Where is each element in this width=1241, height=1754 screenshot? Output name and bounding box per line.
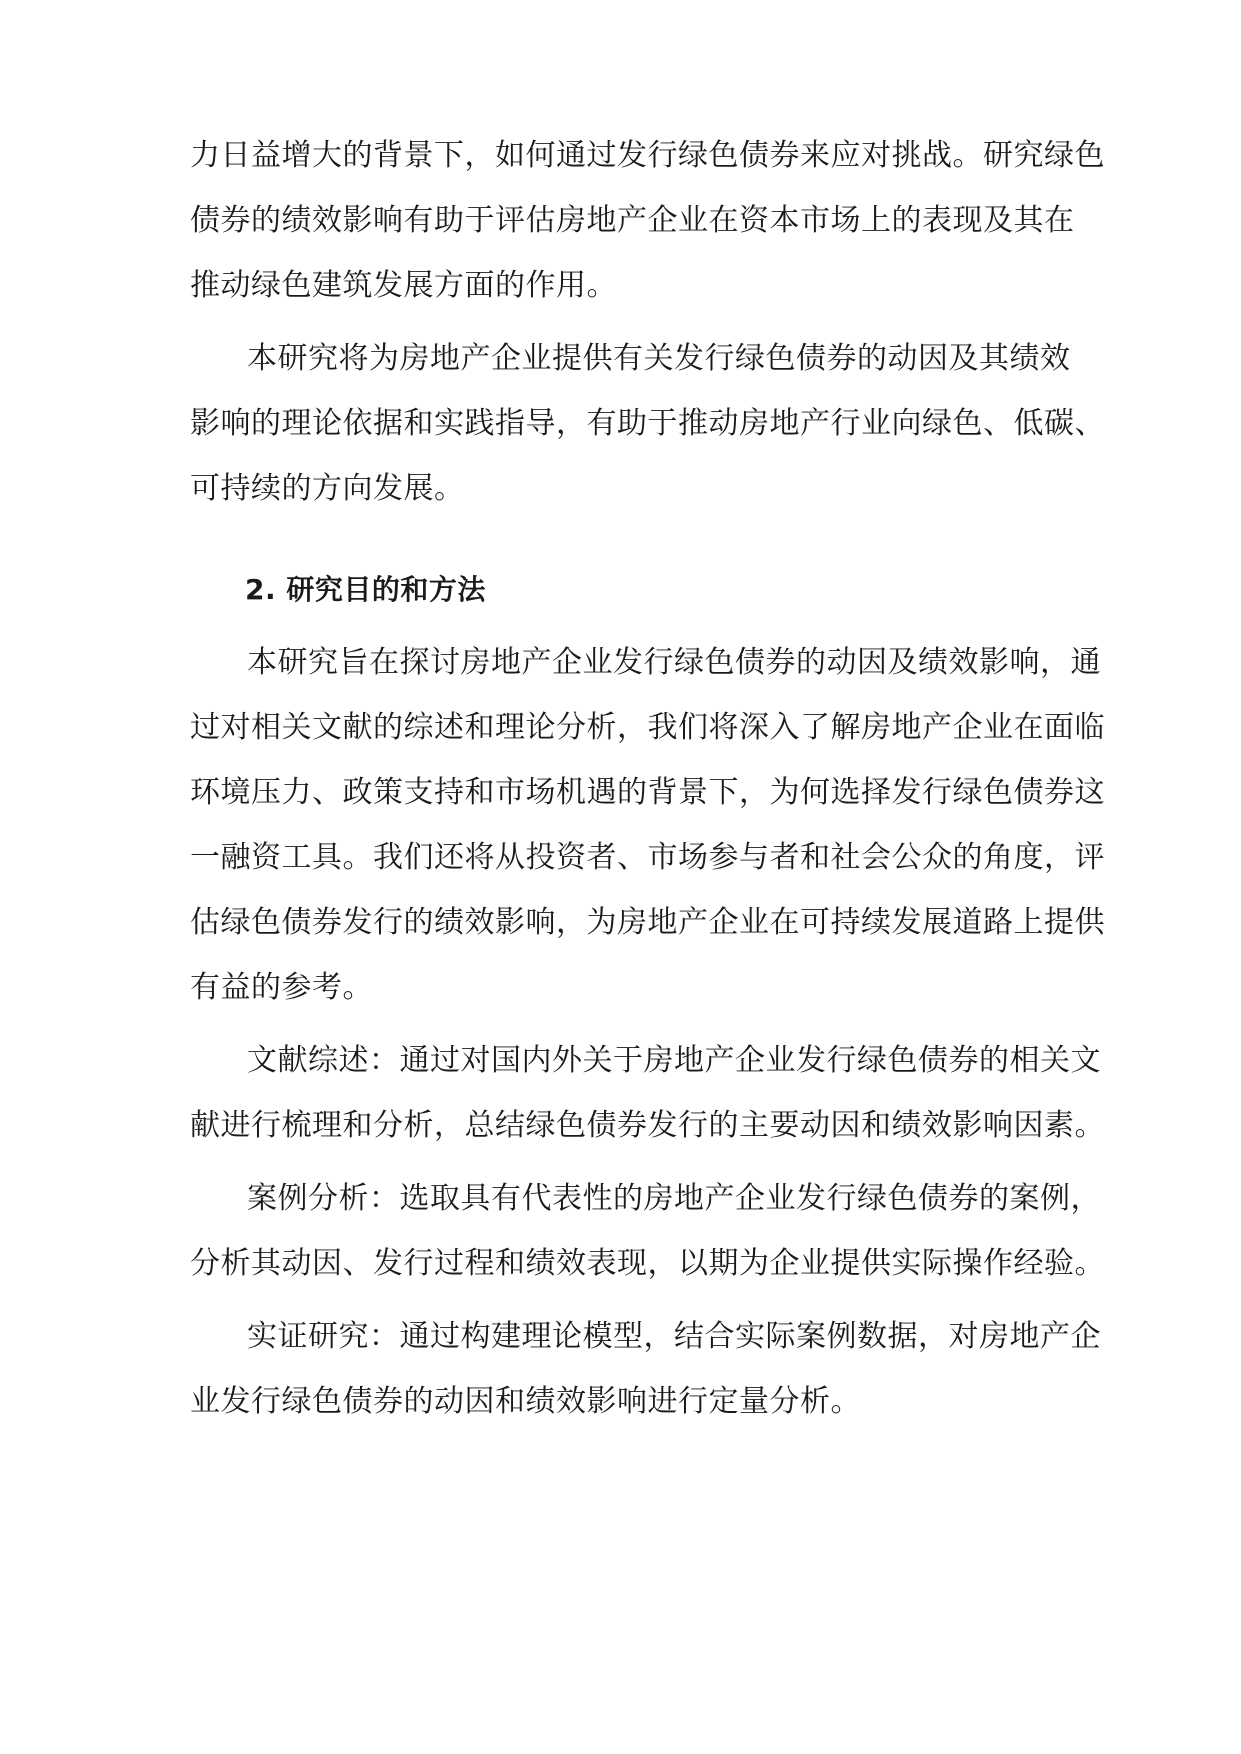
text-line: 案例分析：选取具有代表性的房地产企业发行绿色债券的案例， — [247, 1181, 1101, 1216]
section-heading: 2. 研究目的和方法 — [245, 573, 486, 606]
text-line: 过对相关文献的综述和理论分析，我们将深入了解房地产企业在面临 — [190, 710, 1105, 745]
text-line: 业发行绿色债券的动因和绩效影响进行定量分析。 — [190, 1384, 861, 1419]
text-line: 推动绿色建筑发展方面的作用。 — [190, 268, 617, 303]
text-line: 环境压力、政策支持和市场机遇的背景下，为何选择发行绿色债券这 — [190, 775, 1105, 810]
text-line: 分析其动因、发行过程和绩效表现，以期为企业提供实际操作经验。 — [190, 1246, 1105, 1281]
text-line: 文献综述：通过对国内外关于房地产企业发行绿色债券的相关文 — [247, 1043, 1101, 1078]
text-line: 本研究旨在探讨房地产企业发行绿色债券的动因及绩效影响，通 — [247, 645, 1101, 680]
text-line: 可持续的方向发展。 — [190, 471, 465, 506]
text-line: 估绿色债券发行的绩效影响，为房地产企业在可持续发展道路上提供 — [190, 905, 1105, 940]
text-line: 实证研究：通过构建理论模型，结合实际案例数据，对房地产企 — [247, 1319, 1101, 1354]
text-line: 本研究将为房地产企业提供有关发行绿色债券的动因及其绩效 — [247, 341, 1071, 376]
text-line: 力日益增大的背景下，如何通过发行绿色债券来应对挑战。研究绿色 — [190, 138, 1105, 173]
text-line: 一融资工具。我们还将从投资者、市场参与者和社会公众的角度，评 — [190, 840, 1105, 875]
text-line: 影响的理论依据和实践指导，有助于推动房地产行业向绿色、低碳、 — [190, 406, 1105, 441]
text-line: 有益的参考。 — [190, 970, 373, 1005]
text-line: 债券的绩效影响有助于评估房地产企业在资本市场上的表现及其在 — [190, 203, 1075, 238]
text-line: 献进行梳理和分析，总结绿色债券发行的主要动因和绩效影响因素。 — [190, 1108, 1105, 1143]
